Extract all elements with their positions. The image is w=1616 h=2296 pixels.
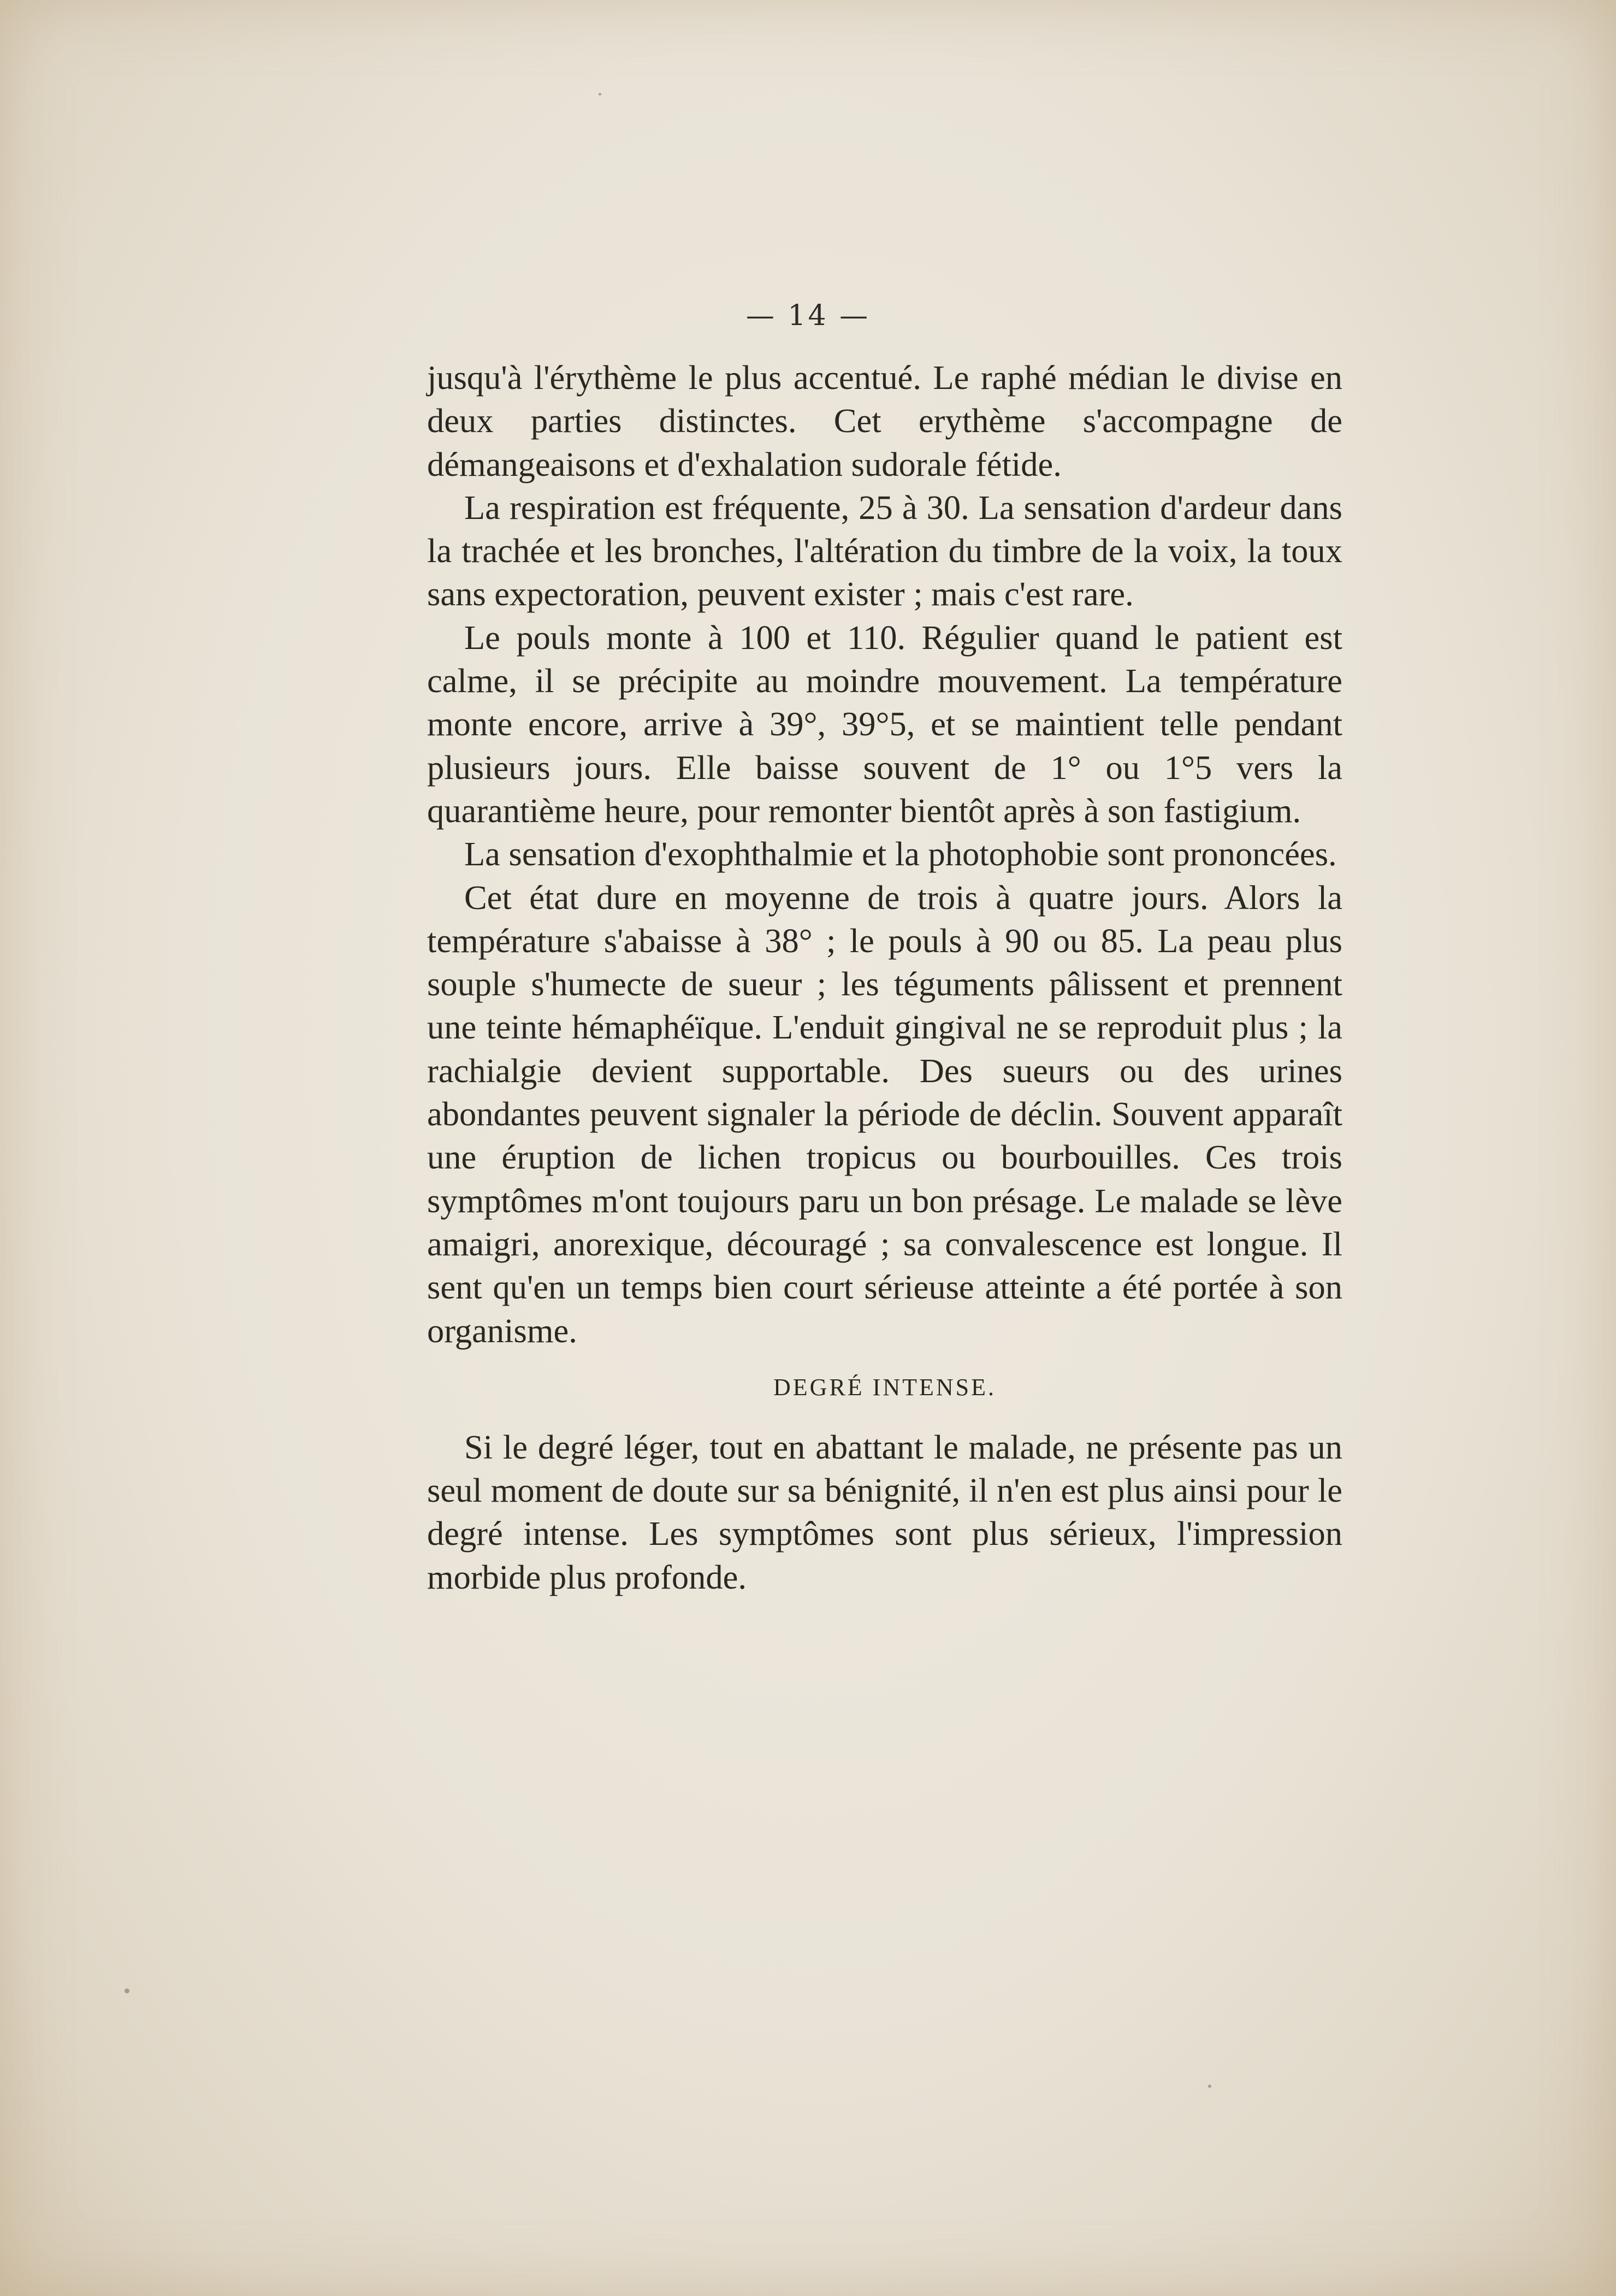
paragraph-exophthalmie: La sensation d'exophthalmie et la photophobie sont prononcées. <box>464 835 1337 873</box>
body-text <box>427 356 1342 1599</box>
section-heading: DEGRÉ INTENSE. <box>773 1373 996 1401</box>
paper-speck <box>599 93 601 96</box>
paper-speck <box>1208 2085 1211 2088</box>
paragraph-etat: Cet état dure en moyenne de trois à quatre jours. Alors la température s'abaisse à 38° ; le pouls à 90 ou 85. La peau plus souple s'humecte de sueur ; les téguments pâlissent et prennent une teinte hémaphéïque. L'enduit gingival ne se reproduit plus ; la rachialgie devient supportable. Des sueurs ou des urines abondantes peuvent signaler la période de déclin. Souvent apparaît une éruption de lichen tropicus ou bourbouilles. Ces trois symptômes m'ont toujours paru un bon présage. Le malade se lève amaigri, anorexique, découragé ; sa convalescence est longue. Il sent qu'en un temps bien court sérieuse atteinte a été portée à son organisme. <box>427 878 1342 1350</box>
paragraph-erytheme: jusqu'à l'érythème le plus accentué. Le raphé médian le divise en deux parties distinctes. Cet erythème s'accompagne de démangeaisons et d'exhalation sudorale fétide. <box>427 358 1342 483</box>
paper-speck <box>125 1988 129 1993</box>
page-number: — 14 — <box>745 299 871 332</box>
paragraph-degre-intense: Si le degré léger, tout en abattant le malade, ne présente pas un seul moment de doute sur sa bénignité, il n'en est plus ainsi pour le degré intense. Les symptômes sont plus sérieux, l'impression morbide plus profonde. <box>427 1427 1342 1596</box>
paragraph-respiration: La respiration est fréquente, 25 à 30. La sensation d'ardeur dans la trachée et les bronches, l'altération du timbre de la voix, la toux sans expectoration, peuvent exister ; mais c'est rare. <box>427 488 1342 613</box>
paragraph-pouls: Le pouls monte à 100 et 110. Régulier quand le patient est calme, il se précipite au moindre mouvement. La température monte encore, arrive à 39°, 39°5, et se maintient telle pendant plusieurs jours. Elle baisse souvent de 1° ou 1°5 vers la quarantième heure, pour remonter bientôt après à son fastigium. <box>427 618 1342 830</box>
